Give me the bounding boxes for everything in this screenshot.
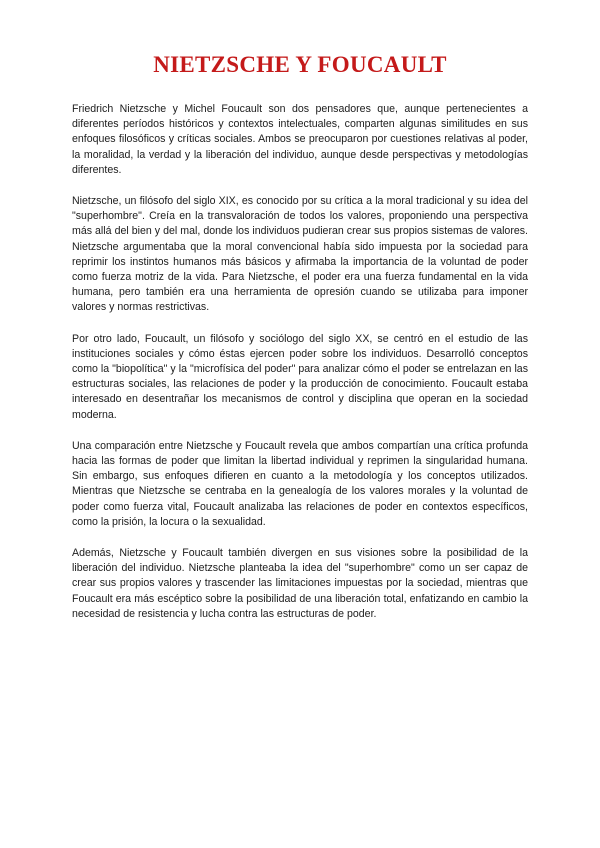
- paragraph-nietzsche: Nietzsche, un filósofo del siglo XIX, es conocido por su crítica a la moral tradicional y su idea del "superhombre". Creía en la transvaloración de todos los valores, proponiendo una perspectiva más allá del bien y del mal, donde los individuos pudieran crear sus propios sistemas de valores. Nietzsche argumentaba que la moral convencional había sido impuesta por la sociedad para reprimir los instintos humanos más básicos y afirmaba la importancia de la voluntad de poder como fuerza motriz de la vida. Para Nietzsche, el poder era una fuerza fundamental en la vida humana, pero también era una herramienta de opresión cuando se utilizaba para imponer valores y normas restrictivas.: [72, 195, 528, 314]
- paragraph-foucault: Por otro lado, Foucault, un filósofo y sociólogo del siglo XX, se centró en el estudio de las instituciones sociales y cómo éstas ejercen poder sobre los individuos. Desarrolló conceptos como la "biopolítica" y la "microfísica del poder" para analizar cómo el poder se entrelazan en las estructuras sociales, las relaciones de poder y la producción de conocimiento. Foucault estaba interesado en desentrañar los mecanismos de control y disciplina que operan en la sociedad moderna.: [72, 332, 528, 421]
- paragraph-intro: Friedrich Nietzsche y Michel Foucault son dos pensadores que, aunque pertenecientes a diferentes períodos históricos y contextos intelectuales, comparten algunas similitudes en sus enfoques filosóficos y críticas sociales. Ambos se preocuparon por cuestiones relativas al poder, la moralidad, la verdad y la liberación del individuo, aunque desde perspectivas y metodologías diferentes.: [72, 103, 528, 176]
- paragraph-liberation: Además, Nietzsche y Foucault también divergen en sus visiones sobre la posibilidad de la liberación del individuo. Nietzsche planteaba la idea del "superhombre" como un ser capaz de crear sus propios valores y trascender las limitaciones impuestas por la sociedad, mientras que Foucault era más escéptico sobre la posibilidad de una liberación total, enfatizando en cambio la necesidad de resistencia y lucha contra las estructuras de poder.: [72, 547, 528, 620]
- paragraph-comparison: Una comparación entre Nietzsche y Foucault revela que ambos compartían una crítica profunda hacia las formas de poder que limitan la libertad individual y reprimen la singularidad humana. Sin embargo, sus enfoques difieren en cuanto a la metodología y los conceptos utilizados. Mientras que Nietzsche se centraba en la genealogía de los valores morales y la voluntad de poder como fuerza vital, Foucault analizaba las relaciones de poder en contextos específicos, como la prisión, la locura o la sexualidad.: [72, 439, 528, 528]
- document-title: NIETZSCHE Y FOUCAULT: [153, 52, 447, 77]
